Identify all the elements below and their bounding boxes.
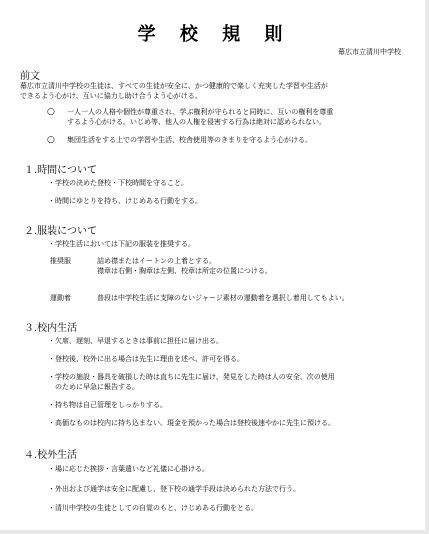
def-uniform-line-2: 襟章は右側・胸章は左側、校章は所定の位置につける。 (97, 267, 272, 275)
section-4-heading: ４.校外生活 (24, 450, 78, 461)
section-1-item-2: ・時間にゆとりを持ち、けじめある行動をする。 (48, 197, 202, 205)
section-4-item-3: ・清川中学校の生徒としての自覚のもと、けじめある行動をとる。 (48, 504, 258, 512)
def-sportswear-line-1: 普段は中学校生活に支障のないジャージ素材の運動着を選択し着用してもよい。 (97, 294, 349, 302)
school-name: 幕広市立清川中学校 (338, 48, 401, 56)
preamble-line-2: できるよう心がけ、互いに協力し助け合うよう心がける。 (20, 92, 202, 100)
page-edge-right (425, 0, 429, 534)
section-3-heading: ３.校内生活 (24, 323, 78, 334)
circle-marker-2: ○ (47, 135, 55, 145)
def-term-uniform: 推奨服 (50, 257, 71, 265)
preamble-item-1-line-2: するよう心がける。いじめ等、他人の人権を侵害する行為は絶対に認められない。 (67, 118, 326, 126)
section-4-item-1: ・場に応じた挨拶・言葉遣いなど礼儀に心掛ける。 (48, 465, 209, 473)
section-3-item-1: ・欠席、遅刻、早退するときは事前に担任に届け出る。 (48, 337, 223, 345)
section-1-heading: １.時間について (24, 165, 97, 176)
preamble-line-1: 幕広市立清川中学校の生徒は、すべての生徒が安全に、かつ健康的で楽しく充実した学習や生活が (20, 82, 328, 90)
page-edge-bottom (0, 530, 429, 534)
section-2-heading: ２.服装について (24, 226, 97, 237)
section-2-item-1: ・学校生活においては下記の服装を推奨する。 (48, 240, 195, 248)
section-3-item-4: ・持ち物は自己管理をしっかりする。 (48, 401, 167, 409)
def-term-sportswear: 運動着 (50, 294, 71, 302)
section-3-item-2: ・登校後、校外に出る場合は先生に理由を述べ、許可を得る。 (48, 355, 244, 363)
def-uniform-line-1: 詰め襟またはイートンの上着とする。 (97, 257, 216, 265)
preamble-heading: 前文 (20, 71, 40, 82)
preamble-item-1-line-1: 一人一人の人格や個性が尊重され、学ぶ権利が守られると同時に、互いの権利を尊重 (67, 108, 334, 116)
page-title: 学 校 規 則 (137, 24, 292, 45)
preamble-item-2-line-1: 集団生活をする上での学習や生活、校舎使用等のきまりを守るよう心がける。 (67, 136, 312, 144)
section-3-item-3-line-2: のために早急に報告する。 (48, 383, 139, 391)
section-1-item-1: ・学校の決めた登校・下校時間を守ること。 (48, 179, 188, 187)
section-3-item-5: ・高価なものは校内に持ち込まない。現金を預かった場合は登校後速やかに先生に預ける。 (48, 419, 335, 427)
section-4-item-2: ・外出および通学は安全に配慮し、登下校の通学手段は決められた方法で行う。 (48, 485, 300, 493)
section-3-item-3-line-1: ・学校の施設・器具を破損した時は直ちに先生に届け、発見をした時は人の安全、次の使用 (48, 373, 335, 381)
circle-marker-1: ○ (47, 107, 55, 117)
